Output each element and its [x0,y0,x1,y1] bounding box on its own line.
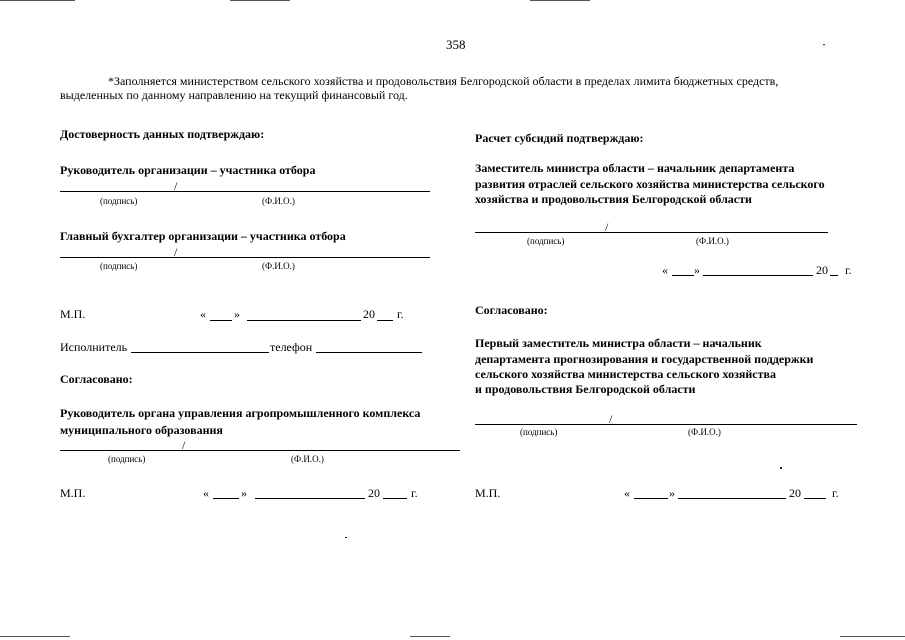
footnote-line-2: выделенных по данному направлению на текущий финансовый год. [60,88,408,102]
first-deputy-signature-line [475,424,857,425]
scan-speck-3 [823,44,825,45]
chief-accountant-slash: / [174,245,178,259]
date-close-quote-1: » [234,307,240,321]
first-deputy-fio-label: (Ф.И.О.) [688,427,721,437]
executor-line [131,352,269,353]
chief-accountant-signature-line [60,257,430,258]
first-deputy-line-4: и продовольствия Белгородской области [475,382,696,396]
right-date-year-line-2 [804,498,826,499]
date-month-line-2 [255,498,365,499]
right-date-month-line-2 [678,498,786,499]
right-date-month-line-1 [703,275,813,276]
scan-edge-top-2 [230,0,290,1]
first-deputy-slash: / [609,412,613,426]
deputy-signature-label: (подпись) [527,236,565,246]
right-date-close-quote-1: » [694,263,700,277]
first-deputy-line-2: департамента прогнозирования и государственной поддержки [475,352,814,366]
right-date-year-suffix-2: г. [832,486,839,500]
right-date-year-2: 20 [789,486,801,500]
right-date-open-quote-1: « [662,263,668,277]
date-close-quote-2: » [241,486,247,500]
scan-edge-bottom-2 [410,636,450,637]
agro-signature-line [60,450,460,451]
deputy-slash: / [605,220,609,234]
head-signature-label: (подпись) [100,196,138,206]
date-open-quote-2: « [203,486,209,500]
date-year-suffix-2: г. [411,486,418,500]
chief-accountant-title: Главный бухгалтер организации – участника отбора [60,229,346,243]
agro-slash: / [182,438,186,452]
footnote-line-1: *Заполняется министерством сельского хозяйства и продовольствия Белгородской области в пределах лимита бюджетных средств, [108,74,779,88]
scan-edge-top-1 [0,0,75,1]
right-date-day-line-2 [634,498,668,499]
first-deputy-signature-label: (подпись) [520,427,558,437]
date-month-line-1 [247,320,361,321]
date-year-line-2 [383,498,407,499]
date-year-line-1 [377,320,393,321]
mp-stamp-1: М.П. [60,307,86,321]
date-year-suffix-1: г. [397,307,404,321]
right-mp-stamp: М.П. [475,486,501,500]
executor-label: Исполнитель [60,340,128,354]
deputy-line-3: хозяйства и продовольствия Белгородской области [475,192,752,206]
phone-line [316,352,422,353]
date-open-quote-1: « [200,307,206,321]
date-day-line-1 [210,320,232,321]
right-date-year-1: 20 [816,263,828,277]
deputy-line-1: Заместитель министра области – начальник департамента [475,161,795,175]
date-year-1: 20 [363,307,375,321]
head-signature-line [60,191,430,192]
agro-signature-label: (подпись) [108,454,146,464]
calc-heading: Расчет субсидий подтверждаю: [475,131,644,145]
right-date-open-quote-2: « [624,486,630,500]
right-date-close-quote-2: » [669,486,675,500]
head-fio-label: (Ф.И.О.) [262,196,295,206]
confirm-heading: Достоверность данных подтверждаю: [60,127,265,141]
agro-title-line-2: муниципального образования [60,423,223,437]
deputy-line-2: развития отраслей сельского хозяйства министерства сельского [475,177,825,191]
scan-speck-1 [780,467,782,469]
phone-label: телефон [270,340,313,354]
mp-stamp-2: М.П. [60,486,86,500]
page-number: 358 [446,37,466,52]
right-date-day-line-1 [672,275,694,276]
chief-accountant-signature-label: (подпись) [100,261,138,271]
deputy-fio-label: (Ф.И.О.) [696,236,729,246]
agro-fio-label: (Ф.И.О.) [291,454,324,464]
right-agreed-heading: Согласовано: [475,303,548,317]
deputy-signature-line [475,232,828,233]
chief-accountant-fio-label: (Ф.И.О.) [262,261,295,271]
left-agreed-heading: Согласовано: [60,372,133,386]
first-deputy-line-1: Первый заместитель министра области – начальник [475,336,762,350]
scan-speck-2 [345,537,347,538]
head-title: Руководитель организации – участника отбора [60,163,316,177]
agro-title-line-1: Руководитель органа управления агропромышленного комплекса [60,406,421,420]
scan-edge-bottom-3 [840,636,905,637]
scan-edge-top-3 [530,0,590,1]
first-deputy-line-3: сельского хозяйства министерства сельского хозяйства [475,367,777,381]
right-date-year-line-1 [830,275,838,276]
right-date-year-suffix-1: г. [845,263,852,277]
date-day-line-2 [213,498,239,499]
head-slash: / [174,179,178,193]
scan-edge-bottom-1 [0,636,70,637]
date-year-2: 20 [368,486,380,500]
